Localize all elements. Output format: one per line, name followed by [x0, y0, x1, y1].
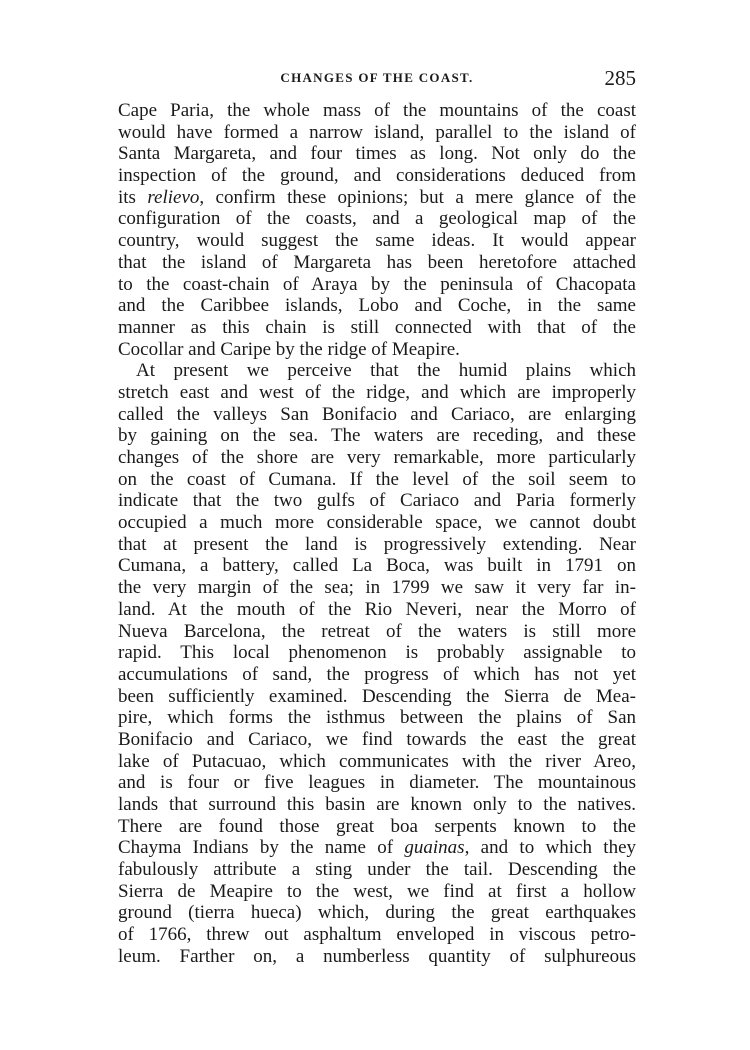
text-segment: Chayma Indians by the name of: [118, 837, 405, 859]
text-line: of 1766, threw out asphaltum enveloped in viscous petro-: [118, 924, 636, 946]
text-line: At present we perceive that the humid plains which: [136, 360, 636, 382]
text-line: Cape Paria, the whole mass of the mountains of the coast: [118, 100, 636, 121]
text-line: country, would suggest the same ideas. It would appear: [118, 230, 636, 252]
text-line: Cumana, a battery, called La Boca, was built in 1791 on: [118, 555, 636, 577]
text-line: Sierra de Meapire to the west, we find at first a hollow: [118, 880, 636, 902]
body-text: [118, 100, 636, 968]
text-line: called the valleys San Bonifacio and Cariaco, are enlarging: [118, 403, 636, 425]
text-line: to the coast-chain of Araya by the peninsula of Chacopata: [118, 273, 636, 295]
text-line: on the coast of Cumana. If the level of the soil seem to: [118, 468, 636, 490]
text-line: the very margin of the sea; in 1799 we saw it very far in-: [118, 577, 636, 599]
text-line: configuration of the coasts, and a geological map of the: [118, 208, 636, 230]
text-line: that the island of Margareta has been heretofore attached: [118, 251, 636, 273]
text-line: rapid. This local phenomenon is probably assignable to: [118, 642, 636, 664]
italic-term: relievo: [147, 186, 200, 208]
text-line: and the Caribbee islands, Lobo and Coche, in the same: [118, 295, 636, 317]
text-line: stretch east and west of the ridge, and which are improperly: [118, 381, 636, 403]
text-line: There are found those great boa serpents known to the: [118, 815, 636, 837]
italic-term: guainas: [404, 837, 465, 859]
running-head: [118, 66, 636, 92]
text-segment: its: [118, 186, 148, 208]
text-line: accumulations of sand, the progress of which has not yet: [118, 663, 636, 685]
page-number: 285: [604, 66, 636, 90]
text-line: leum. Farther on, a numberless quantity of sulphureous: [118, 945, 636, 967]
text-line: ground (tierra hueca) which, during the great earthquakes: [118, 902, 636, 924]
text-line: indicate that the two gulfs of Cariaco and Paria formerly: [118, 490, 636, 512]
text-line: occupied a much more considerable space, we cannot doubt: [118, 512, 636, 534]
text-line: and is four or five leagues in diameter. The mountainous: [118, 772, 636, 794]
text-line: by gaining on the sea. The waters are receding, and these: [118, 425, 636, 447]
text-line: [118, 837, 636, 859]
text-line: Cocollar and Caripe by the ridge of Meapire.: [118, 338, 460, 360]
text-line: been sufficiently examined. Descending the Sierra de Mea-: [118, 685, 636, 707]
text-line: Bonifacio and Cariaco, we find towards the east the great: [118, 728, 636, 750]
text-segment: , and to which they: [464, 837, 637, 859]
text-line: Nueva Barcelona, the retreat of the waters is still more: [118, 620, 636, 642]
text-line: manner as this chain is still connected with that of the: [118, 316, 636, 338]
text-line: that at present the land is progressively extending. Near: [118, 533, 636, 555]
text-segment: , confirm these opinions; but a mere glance of the: [199, 186, 637, 208]
text-line: lands that surround this basin are known only to the natives.: [118, 794, 636, 815]
text-line: lake of Putacuao, which communicates with the river Areo,: [118, 750, 636, 772]
text-line: land. At the mouth of the Rio Neveri, near the Morro of: [118, 598, 636, 620]
text-line: would have formed a narrow island, parallel to the island of: [118, 121, 636, 143]
running-title: CHANGES OF THE COAST.: [280, 70, 474, 85]
text-line: Santa Margareta, and four times as long. Not only do the: [118, 143, 636, 165]
text-line: pire, which forms the isthmus between the plains of San: [118, 707, 636, 729]
text-line: changes of the shore are very remarkable, more particularly: [118, 447, 636, 468]
text-line: fabulously attribute a sting under the tail. Descending the: [118, 859, 636, 881]
text-line: [118, 187, 636, 209]
text-line: inspection of the ground, and considerations deduced from: [118, 165, 636, 187]
